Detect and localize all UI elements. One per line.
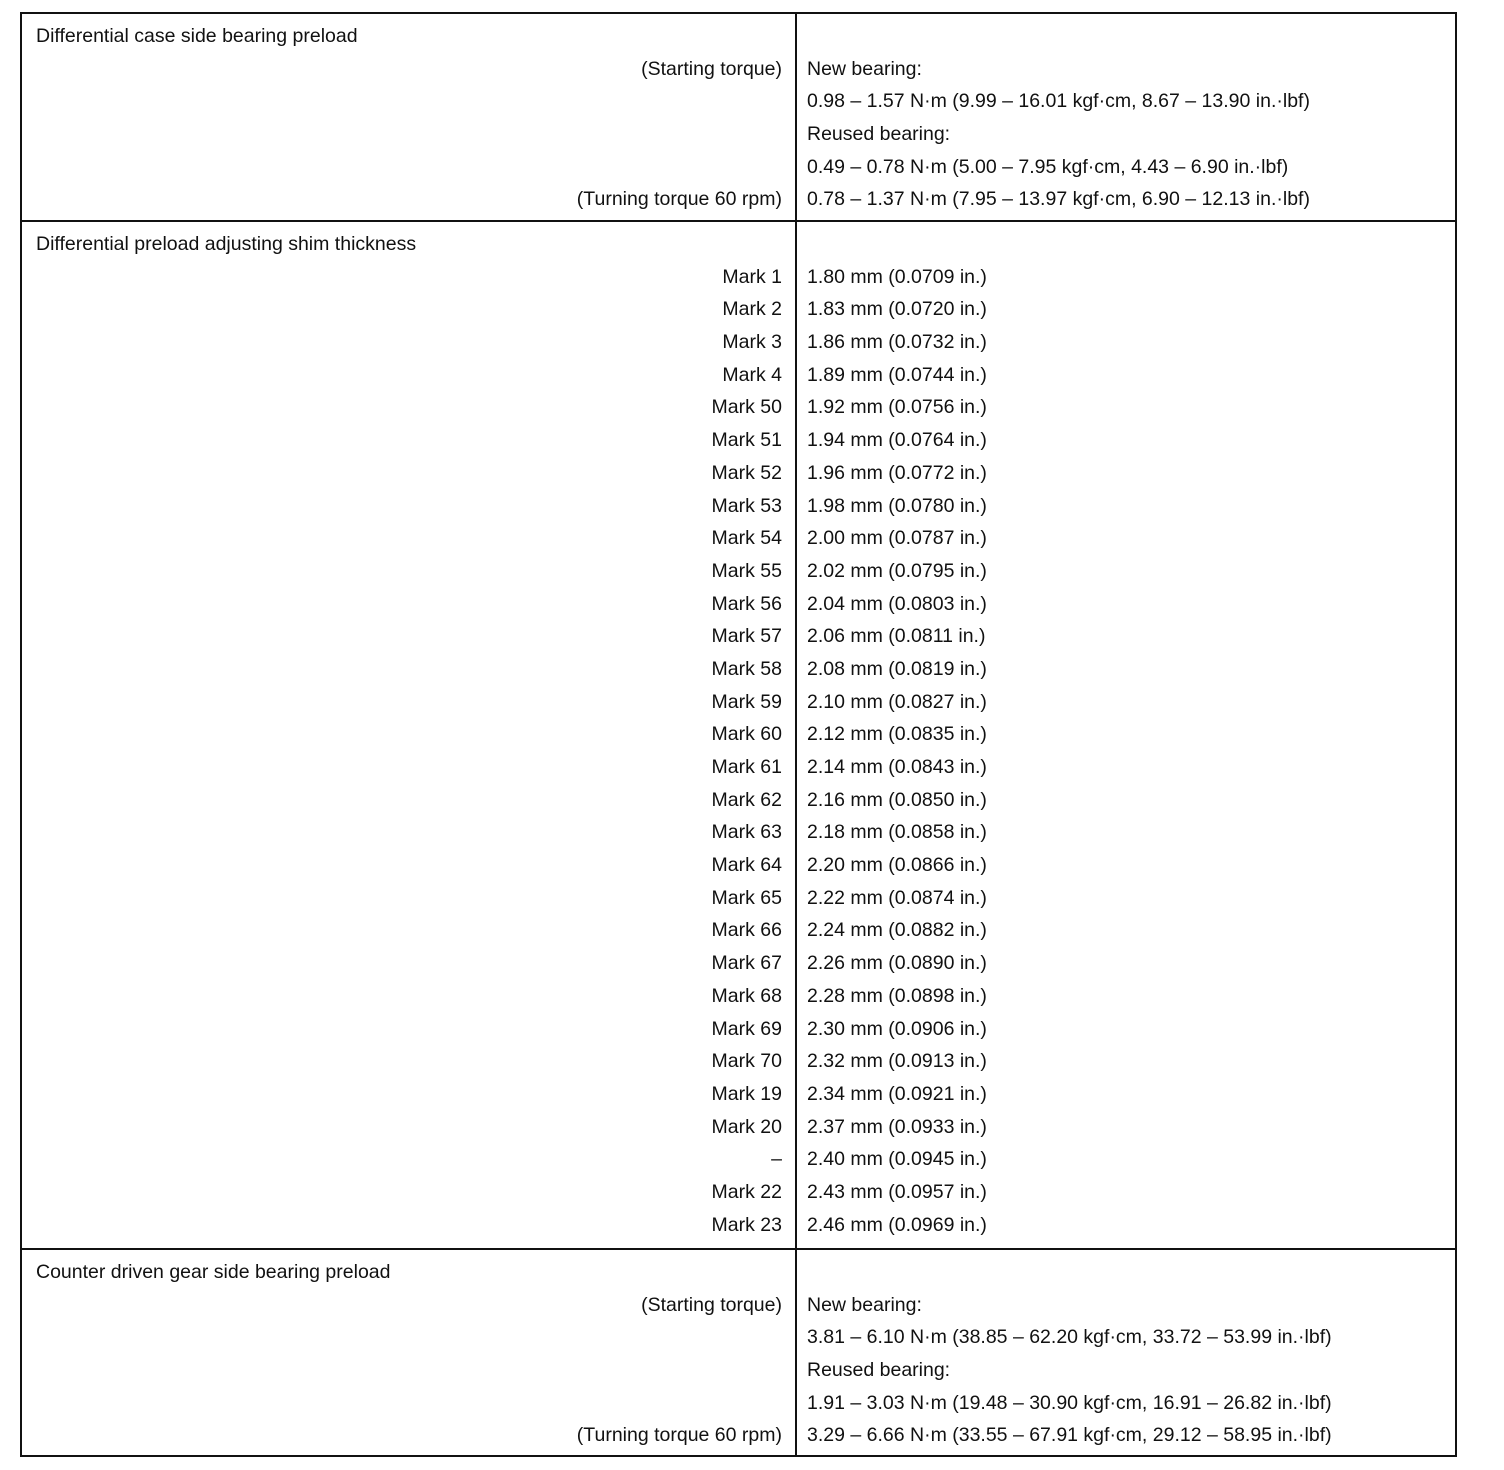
- row-label: Mark 1: [722, 265, 782, 288]
- row-label: Mark 65: [711, 886, 782, 909]
- row-label: [36, 85, 782, 118]
- row-value: 1.94 mm (0.0764 in.): [807, 429, 987, 452]
- row-value: 2.26 mm (0.0890 in.): [807, 952, 987, 975]
- value-spacer: [807, 20, 1445, 53]
- row-value: 1.89 mm (0.0744 in.): [807, 363, 987, 386]
- row-value: 2.18 mm (0.0858 in.): [807, 821, 987, 844]
- row-label: [36, 1354, 782, 1387]
- row-label: Mark 56: [711, 592, 782, 615]
- row-value: 0.49 – 0.78 N·m (5.00 – 7.95 kgf·cm, 4.43 – 6.90 in.·lbf): [807, 155, 1289, 178]
- row-label: Mark 22: [711, 1180, 782, 1203]
- row-label: Mark 3: [722, 331, 782, 354]
- row-value: 2.28 mm (0.0898 in.): [807, 984, 987, 1007]
- row-value: 1.98 mm (0.0780 in.): [807, 494, 987, 517]
- row-value: 3.29 – 6.66 N·m (33.55 – 67.91 kgf·cm, 29.12 – 58.95 in.·lbf): [807, 1424, 1332, 1447]
- row-value: 1.80 mm (0.0709 in.): [807, 265, 987, 288]
- row-value: New bearing:: [807, 1293, 922, 1316]
- row-value: 2.02 mm (0.0795 in.): [807, 559, 987, 582]
- row-label: Mark 2: [722, 298, 782, 321]
- row-label: Mark 52: [711, 461, 782, 484]
- section-heading: Differential case side bearing preload: [36, 25, 358, 47]
- row-label: Mark 53: [711, 494, 782, 517]
- row-value: 1.91 – 3.03 N·m (19.48 – 30.90 kgf·cm, 16.91 – 26.82 in.·lbf): [807, 1391, 1332, 1414]
- row-label: (Turning torque 60 rpm): [576, 188, 782, 211]
- row-label: Mark 69: [711, 1017, 782, 1040]
- row-label: Mark 70: [711, 1050, 782, 1073]
- row-value: 2.22 mm (0.0874 in.): [807, 886, 987, 909]
- row-label: Mark 63: [711, 821, 782, 844]
- row-label: Mark 54: [711, 527, 782, 550]
- row-label: Mark 55: [711, 559, 782, 582]
- section-label-column: [22, 14, 797, 220]
- row-label: Mark 4: [722, 363, 782, 386]
- row-label: Mark 20: [711, 1115, 782, 1138]
- row-value: 1.86 mm (0.0732 in.): [807, 331, 987, 354]
- row-value: 0.78 – 1.37 N·m (7.95 – 13.97 kgf·cm, 6.90 – 12.13 in.·lbf): [807, 188, 1310, 211]
- row-label: Mark 23: [711, 1213, 782, 1236]
- row-value: 2.20 mm (0.0866 in.): [807, 854, 987, 877]
- row-label: –: [771, 1148, 782, 1171]
- row-value: 3.81 – 6.10 N·m (38.85 – 62.20 kgf·cm, 33.72 – 53.99 in.·lbf): [807, 1326, 1332, 1349]
- row-label: Mark 19: [711, 1082, 782, 1105]
- row-label: Mark 50: [711, 396, 782, 419]
- row-value: 2.24 mm (0.0882 in.): [807, 919, 987, 942]
- spec-table: [20, 12, 1457, 1457]
- row-value: 0.98 – 1.57 N·m (9.99 – 16.01 kgf·cm, 8.67 – 13.90 in.·lbf): [807, 90, 1310, 113]
- section-value-column: [797, 222, 1455, 1248]
- value-spacer: [807, 228, 1445, 261]
- row-value: 2.16 mm (0.0850 in.): [807, 788, 987, 811]
- section-heading: Counter driven gear side bearing preload: [36, 1261, 391, 1283]
- row-label: Mark 61: [711, 756, 782, 778]
- row-label: (Turning torque 60 rpm): [576, 1424, 782, 1447]
- section-value-column: [797, 14, 1455, 220]
- row-value: New bearing:: [807, 57, 922, 80]
- row-value: 2.46 mm (0.0969 in.): [807, 1213, 987, 1236]
- row-value: 2.43 mm (0.0957 in.): [807, 1180, 987, 1203]
- row-value: 2.06 mm (0.0811 in.): [807, 625, 986, 648]
- row-label: Mark 62: [711, 788, 782, 811]
- row-value: 2.04 mm (0.0803 in.): [807, 592, 987, 615]
- value-spacer: [807, 1256, 1445, 1289]
- section-differential-case-bearing-preload: [22, 14, 1455, 222]
- row-value: 2.14 mm (0.0843 in.): [807, 756, 987, 778]
- row-value: 1.96 mm (0.0772 in.): [807, 461, 987, 484]
- row-value: 2.32 mm (0.0913 in.): [807, 1050, 987, 1073]
- row-label: Mark 59: [711, 690, 782, 713]
- row-label: [36, 151, 782, 184]
- row-value: Reused bearing:: [807, 123, 951, 146]
- section-heading: Differential preload adjusting shim thickness: [36, 233, 417, 255]
- row-value: Reused bearing:: [807, 1359, 951, 1382]
- row-label: [36, 118, 782, 151]
- row-label: Mark 67: [711, 952, 782, 975]
- row-value: 2.30 mm (0.0906 in.): [807, 1017, 987, 1040]
- row-value: 2.40 mm (0.0945 in.): [807, 1148, 987, 1171]
- row-value: 1.83 mm (0.0720 in.): [807, 298, 987, 321]
- row-value: 2.00 mm (0.0787 in.): [807, 527, 987, 550]
- row-label: Mark 57: [711, 625, 782, 648]
- section-counter-driven-gear-bearing-preload: [22, 1250, 1455, 1455]
- row-label: Mark 66: [711, 919, 782, 942]
- row-label: Mark 60: [711, 723, 782, 746]
- row-label: [36, 1387, 782, 1420]
- row-value: 2.34 mm (0.0921 in.): [807, 1082, 987, 1105]
- row-value: 1.92 mm (0.0756 in.): [807, 396, 987, 419]
- row-value: 2.10 mm (0.0827 in.): [807, 690, 987, 713]
- row-label: (Starting torque): [641, 1293, 782, 1316]
- row-value: 2.08 mm (0.0819 in.): [807, 657, 987, 680]
- row-label: Mark 51: [711, 429, 782, 452]
- row-value: 2.37 mm (0.0933 in.): [807, 1115, 987, 1138]
- row-label: [36, 1321, 782, 1354]
- section-shim-thickness: [22, 222, 1455, 1250]
- section-value-column: [797, 1250, 1455, 1455]
- row-label: Mark 58: [711, 657, 782, 680]
- row-label: Mark 64: [711, 854, 782, 877]
- section-label-column: [22, 222, 797, 1248]
- row-label: (Starting torque): [641, 57, 782, 80]
- row-label: Mark 68: [711, 984, 782, 1007]
- row-value: 2.12 mm (0.0835 in.): [807, 723, 987, 746]
- section-label-column: [22, 1250, 797, 1455]
